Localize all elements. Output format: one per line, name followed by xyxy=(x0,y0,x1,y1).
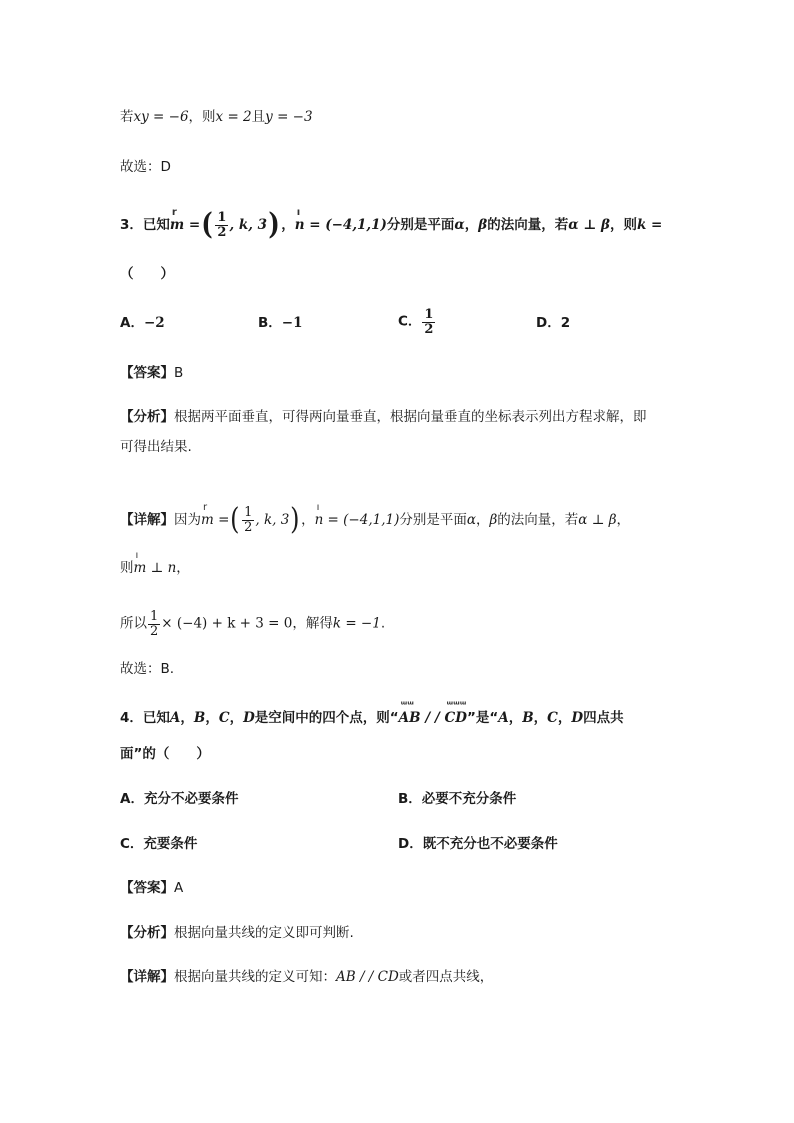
text-line xyxy=(120,111,313,125)
analysis-line-2: 可得出结果. xyxy=(120,439,192,455)
option-a: A．充分不必要条件 xyxy=(120,791,239,807)
vector-cd: ᵚᵚᵚ CD xyxy=(445,712,467,726)
option-b: B．−1 xyxy=(258,315,303,331)
question-4-stem-2: 面”的（ ） xyxy=(120,746,210,762)
text: ，则 xyxy=(609,217,637,233)
denominator: 2 xyxy=(217,224,227,240)
math-expr: y = −3 xyxy=(265,109,313,125)
vector-ab: ᵚᵚ AB xyxy=(399,712,421,726)
text: 若 xyxy=(120,109,134,125)
vector-m: r m = xyxy=(201,514,229,528)
beta: β xyxy=(478,217,488,233)
option-d: D．2 xyxy=(536,315,571,331)
detail-line: 【详解】根据向量共线的定义可知：AB / / CD或者四点共线， xyxy=(120,969,494,985)
answer-line: 【答案】B xyxy=(120,365,184,381)
text: 且 xyxy=(251,109,266,125)
text: 的法向量，若 xyxy=(487,217,569,233)
vector-n: ı n = (−4,1,1) xyxy=(295,219,387,233)
vector-n: ı n = (−4,1,1) xyxy=(315,514,400,528)
question-number: 3．已知 xyxy=(120,217,170,233)
text: 分别是平面 xyxy=(386,217,455,233)
numerator: 1 xyxy=(217,209,227,225)
math-expr: α ⊥ β xyxy=(568,217,610,233)
option-d: D．既不充分也不必要条件 xyxy=(398,836,558,852)
analysis-line: 【分析】根据向量共线的定义即可判断. xyxy=(120,925,354,941)
detail-then: 则ı m ⊥ n， xyxy=(120,562,190,576)
answer-line: 【答案】A xyxy=(120,880,184,896)
choice-line: 故选：D xyxy=(120,159,171,175)
choice-line: 故选：B. xyxy=(120,661,175,677)
fraction: $\frac{1}{2}$ xyxy=(244,504,253,535)
alpha: α xyxy=(454,217,465,233)
text: ， xyxy=(281,217,295,233)
answer-blank: （ ） xyxy=(120,266,174,282)
math-expr: xy = −6 xyxy=(133,109,189,125)
question-4-stem: 4．已知A，B，C，D是空间中的四个点，则“ᵚᵚ AB / / ᵚᵚᵚ CD”是“A，B，C，D四点共 xyxy=(120,712,624,726)
detail-equation: 所以 $\frac{1}{2}$ × (−4) + k + 3 = 0，解得k = −1. xyxy=(120,609,386,639)
fraction: $\frac{1}{2}$ xyxy=(150,609,159,639)
paren-left: ( xyxy=(201,207,213,242)
option-b: B．必要不充分条件 xyxy=(398,791,517,807)
paren-right: ) xyxy=(268,207,280,242)
analysis-line: 【分析】根据两平面垂直，可得两向量垂直，根据向量垂直的坐标表示列出方程求解，即 xyxy=(120,409,647,425)
vector-m: r m = xyxy=(170,219,200,233)
detail-line: 【详解】因为r m =( $\frac{1}{2}$ , k, 3)，ı n = (−4,1,1)分别是平面α，β的法向量，若α ⊥ β， xyxy=(120,505,630,535)
math-expr: k = xyxy=(636,217,663,233)
text: ， xyxy=(464,217,479,233)
math-expr: x = 2 xyxy=(215,109,252,125)
text: ，则 xyxy=(188,109,216,125)
fraction: $\frac{1}{2}$ xyxy=(424,307,434,337)
option-c: C． $\frac{1}{2}$ xyxy=(398,307,434,337)
option-c: C．充要条件 xyxy=(120,836,198,852)
question-3-stem xyxy=(120,207,663,242)
math-expr: , k, 3 xyxy=(229,217,267,233)
option-a: A．−2 xyxy=(120,315,165,331)
fraction xyxy=(215,211,228,239)
